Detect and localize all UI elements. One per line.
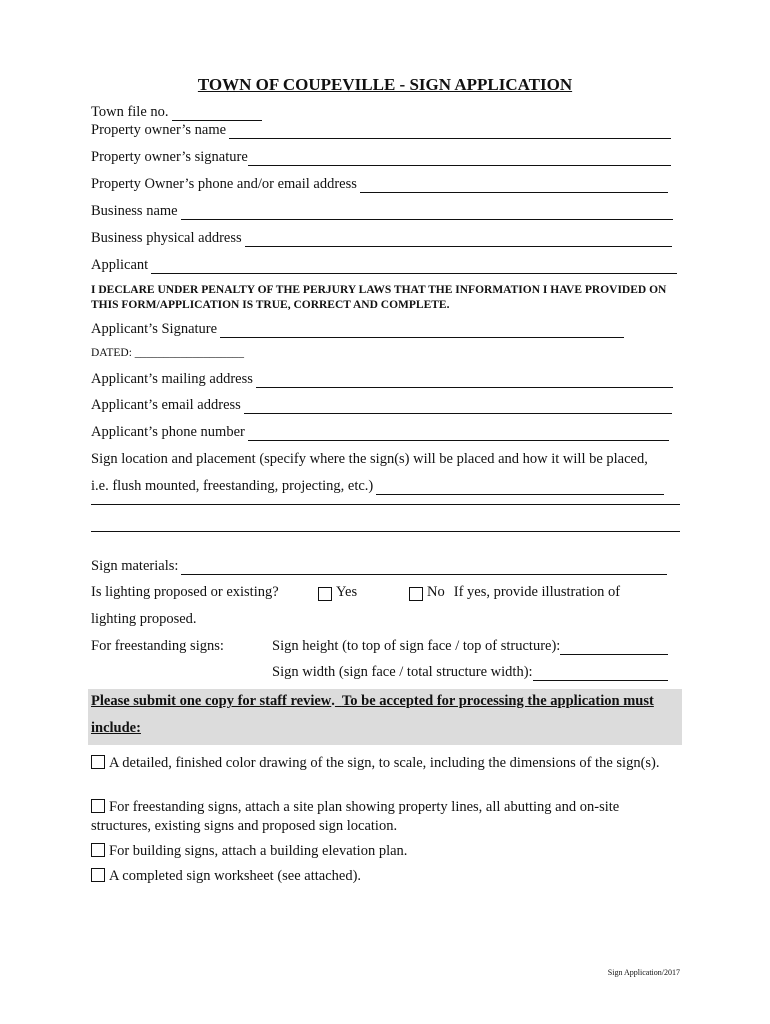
lighting-no-option[interactable]	[409, 584, 620, 601]
applicant-email-row	[91, 397, 672, 414]
dated-row[interactable]	[91, 347, 244, 359]
sign-height-field[interactable]	[560, 640, 668, 655]
town-file-row	[91, 104, 262, 121]
sign-location-line-3[interactable]	[91, 531, 680, 532]
sign-height-label: Sign height (to top of sign face / top of structure):	[272, 638, 561, 654]
checklist-item-text: For freestanding signs, attach a site plan showing property lines, all abutting and on-site structures, existing signs and proposed sign location.	[91, 799, 620, 834]
applicant-row	[91, 257, 677, 274]
owner-contact-field[interactable]	[360, 178, 668, 193]
submission-instructions-period: .	[331, 693, 335, 709]
business-name-field[interactable]	[181, 205, 673, 220]
submission-instructions-part1: Please submit one copy for staff review	[91, 693, 332, 709]
sign-width-row	[272, 664, 668, 681]
checklist-checkbox[interactable]	[91, 868, 105, 882]
owner-name-row	[91, 122, 671, 139]
sign-width-label: Sign width (sign face / total structure width):	[272, 664, 533, 680]
lighting-yes-checkbox[interactable]	[318, 587, 332, 601]
checklist-item-text: For building signs, attach a building elevation plan.	[109, 843, 408, 859]
sign-location-label: Sign location and placement (specify where the sign(s) will be placed and how it will be placed,	[91, 451, 648, 467]
sign-location-field[interactable]	[376, 480, 664, 495]
lighting-note-2: lighting proposed.	[91, 611, 197, 627]
lighting-yes-option[interactable]	[318, 584, 357, 601]
checklist-item[interactable]	[91, 842, 681, 861]
lighting-question: Is lighting proposed or existing?	[91, 584, 279, 600]
sign-materials-label: Sign materials:	[91, 558, 179, 574]
owner-name-label: Property owner’s name	[91, 122, 227, 138]
owner-name-field[interactable]	[229, 124, 671, 139]
perjury-declaration: I DECLARE UNDER PENALTY OF THE PERJURY LAWS THAT THE INFORMATION I HAVE PROVIDED ON THIS FORM/APPLICATION IS TRUE, CORRECT AND COMPLETE.	[91, 284, 667, 311]
town-file-label: Town file no.	[91, 104, 169, 120]
submission-instructions	[91, 693, 681, 710]
owner-signature-field[interactable]	[248, 151, 671, 166]
applicant-label: Applicant	[91, 257, 149, 273]
sign-location-label-2: i.e. flush mounted, freestanding, projecting, etc.)	[91, 478, 374, 494]
sign-height-row	[272, 638, 668, 655]
business-name-row	[91, 203, 673, 220]
checklist-item-text: A detailed, finished color drawing of the sign, to scale, including the dimensions of the sign(s).	[109, 755, 660, 771]
business-address-label: Business physical address	[91, 230, 242, 246]
dated-label: DATED: ___________________	[91, 347, 245, 359]
lighting-note-row-2	[91, 611, 197, 628]
owner-contact-row	[91, 176, 668, 193]
sign-materials-field[interactable]	[181, 560, 667, 575]
owner-signature-row	[91, 149, 671, 166]
checklist-item[interactable]	[91, 867, 681, 886]
sign-location-row-2	[91, 478, 664, 495]
business-address-field[interactable]	[245, 232, 672, 247]
business-address-row	[91, 230, 672, 247]
applicant-field[interactable]	[151, 259, 677, 274]
applicant-mailing-row	[91, 371, 673, 388]
applicant-phone-row	[91, 424, 669, 441]
lighting-note: If yes, provide illustration of	[453, 584, 621, 600]
lighting-no-checkbox[interactable]	[409, 587, 423, 601]
checklist-item-text: A completed sign worksheet (see attached).	[109, 868, 362, 884]
checklist-checkbox[interactable]	[91, 799, 105, 813]
submission-instructions-include: include:	[91, 720, 141, 736]
town-file-field[interactable]	[172, 106, 262, 121]
sign-location-row	[91, 451, 648, 468]
applicant-email-label: Applicant’s email address	[91, 397, 241, 413]
submission-instructions-part2: To be accepted for processing the application must	[341, 693, 654, 709]
applicant-signature-label: Applicant’s Signature	[91, 321, 218, 337]
freestanding-label: For freestanding signs:	[91, 638, 224, 654]
applicant-signature-field[interactable]	[220, 323, 624, 338]
freestanding-row	[91, 638, 224, 655]
applicant-phone-field[interactable]	[248, 426, 669, 441]
sign-width-field[interactable]	[533, 666, 668, 681]
sign-location-line-2[interactable]	[91, 504, 680, 505]
page-title: TOWN OF COUPEVILLE - SIGN APPLICATION	[197, 75, 573, 94]
checklist-checkbox[interactable]	[91, 755, 105, 769]
sign-materials-row	[91, 558, 667, 575]
applicant-signature-row	[91, 321, 624, 338]
owner-contact-label: Property Owner’s phone and/or email address	[91, 176, 357, 192]
applicant-phone-label: Applicant’s phone number	[91, 424, 245, 440]
checklist-item[interactable]	[91, 798, 681, 836]
applicant-mailing-label: Applicant’s mailing address	[91, 371, 253, 387]
applicant-mailing-field[interactable]	[256, 373, 673, 388]
checklist-item[interactable]	[91, 754, 681, 773]
checklist-checkbox[interactable]	[91, 843, 105, 857]
lighting-row	[91, 584, 279, 601]
lighting-yes-label: Yes	[336, 584, 358, 600]
page-footer: Sign Application/2017	[607, 968, 680, 977]
owner-signature-label: Property owner’s signature	[91, 149, 248, 165]
business-name-label: Business name	[91, 203, 178, 219]
applicant-email-field[interactable]	[244, 399, 672, 414]
lighting-no-label: No	[427, 584, 445, 600]
